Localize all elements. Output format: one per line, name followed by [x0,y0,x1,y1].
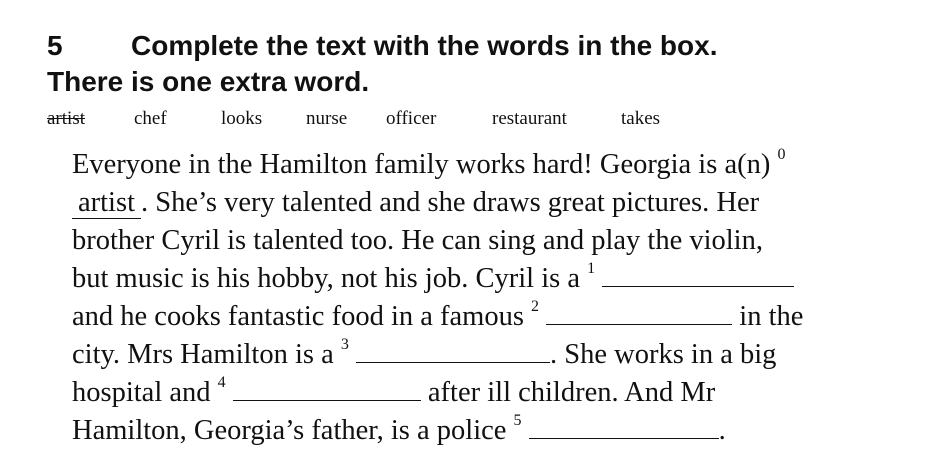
word-box-item: chef [134,108,167,129]
passage-text: . She works in a big [550,339,777,370]
passage-line [72,336,932,374]
word-box-item: looks [221,108,263,129]
word-box-item: takes [621,108,661,129]
gap-number: 2 [531,297,540,315]
gap-number: 5 [513,411,522,429]
passage-text: . She’s very talented and she draws great pictures. Her [141,187,760,218]
gap-number: 3 [340,335,349,353]
heading-line-2: There is one extra word. [47,66,370,97]
passage-text: city. Mrs Hamilton is a [72,339,334,370]
passage-text: after ill children. And Mr [427,377,716,408]
instruction-text: Complete the text with the words in the box. [131,30,718,61]
passage-line [72,146,932,184]
passage-line [72,260,932,298]
heading-line-1 [47,28,907,64]
example-answer: artist [72,188,141,219]
passage-text: brother Cyril is talented too. He can sing and play the violin, [72,225,763,256]
passage-line [72,298,932,336]
passage-text: but music is his hobby, not his job. Cyril is a [72,263,581,294]
passage-line [72,374,932,412]
passage-text: Everyone in the Hamilton family works hard! Georgia is a(n) [72,149,771,180]
gap-fill-passage [72,146,932,450]
exercise-number: 5 [47,30,63,61]
passage-text: in the [739,301,804,332]
answer-blank-5[interactable] [529,414,719,439]
word-box-item: officer [386,108,437,129]
gap-number: 0 [777,145,786,163]
passage-text: Hamilton, Georgia’s father, is a police [72,415,507,446]
passage-line [72,184,932,222]
word-box-item: restaurant [492,108,567,129]
passage-text: . [718,415,726,446]
passage-line [72,222,932,260]
passage-text: and he cooks fantastic food in a famous [72,301,524,332]
passage-text: hospital and [72,377,211,408]
answer-blank-1[interactable] [602,262,794,287]
answer-blank-2[interactable] [546,300,732,325]
exercise-heading [47,28,907,100]
answer-blank-4[interactable] [233,376,421,401]
gap-number: 4 [217,373,226,391]
gap-number: 1 [587,259,596,277]
word-box-item: artist [47,108,85,129]
word-box-item: nurse [306,108,348,129]
passage-line [72,412,932,450]
answer-blank-3[interactable] [356,338,550,363]
word-box [47,107,681,131]
